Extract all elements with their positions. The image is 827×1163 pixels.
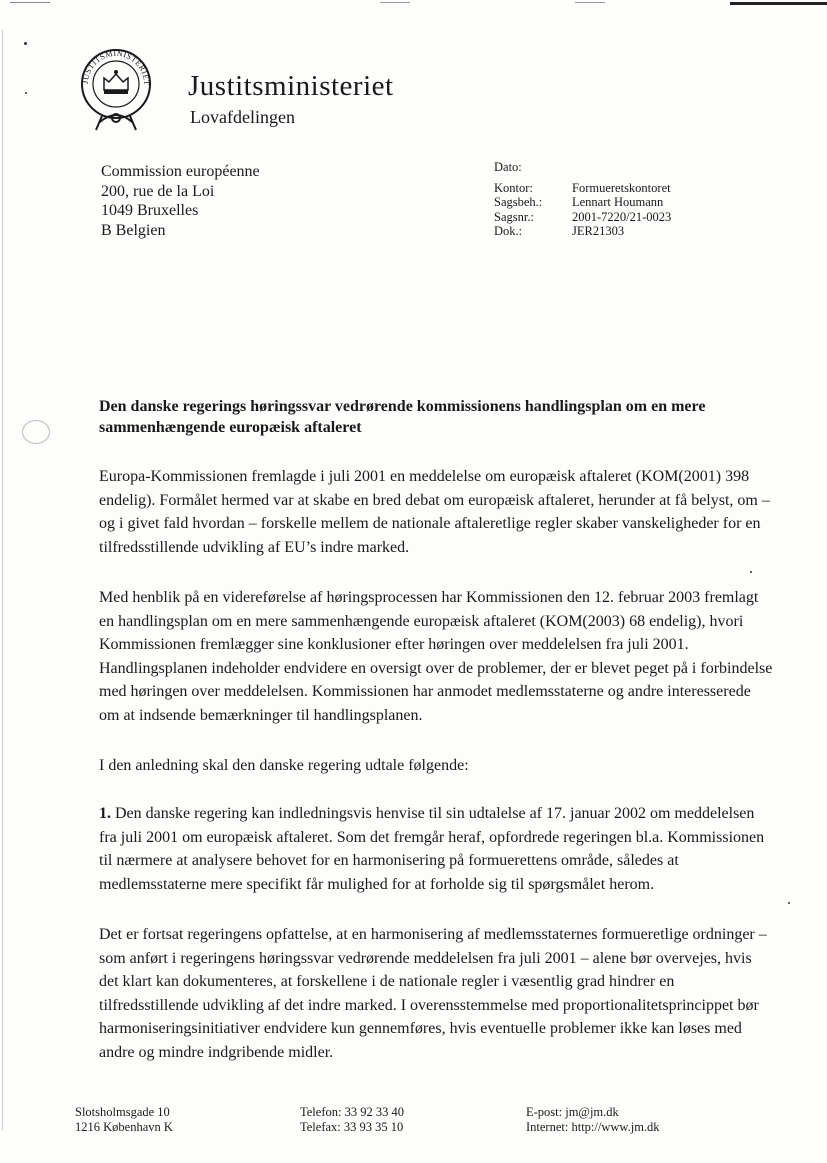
- meta-row-handler: [494, 195, 671, 210]
- body-paragraph: Med henblik på en videreførelse af høringsprocessen har Kommissionen den 12. februar 2003 fremlagt en handlingsplan om en mere sammenhængende europæisk aftaleret (KOM(2003) 68 endelig), hvori Kommissionen fremlægger sine konklusioner efter høringen over meddelelsen fra juli 2001. Handlingsplanen indeholder endvidere en oversigt over de problemer, der er blevet peget på i forbindelse med høringen over meddelelsen. Kommissionen har anmodet medlemsstaterne og andre interesserede om at indsende bemærkninger til handlingsplanen.: [99, 589, 773, 724]
- address-line: 200, rue de la Loi: [101, 182, 215, 200]
- footer-contact-block: [526, 1105, 660, 1135]
- body-paragraph: Det er fortsat regeringens opfattelse, at en harmonisering af medlemsstaternes formueretlige ordninger – som anført i regeringens høringssvar vedrørende meddelelsen fra juli 2001 – alene bør overvejes, hvis det klart kan dokumenteres, at forskellene i de nationale regler i væsentlig grad hindrer en tilfredsstillende udvikling af det indre marked. I overensstemmelse med proportionalitetsprincippet bør harmoniseringsinitiativer endvidere kun gennemføres, hvis eventuelle problemer ikke kan løses med andre og mindre indgribende midler.: [99, 926, 767, 1061]
- footer-phone-block: [300, 1105, 404, 1135]
- paragraph-number: 1.: [99, 805, 111, 822]
- meta-row-office: [494, 181, 671, 196]
- meta-label: Sagsbeh.:: [494, 195, 543, 209]
- footer-fax: Telefax: 33 93 35 10: [300, 1120, 404, 1134]
- meta-row-date: [494, 160, 671, 175]
- numbered-paragraph: [99, 802, 775, 896]
- ministry-seal-logo: [72, 46, 172, 138]
- meta-value: 2001-7220/21-0023: [572, 209, 672, 224]
- meta-value: Formueretskontoret: [572, 180, 671, 195]
- case-metadata: [494, 160, 671, 239]
- meta-label: Kontor:: [494, 180, 533, 195]
- footer-street: Slotsholmsgade 10: [75, 1105, 170, 1119]
- footer-email-link[interactable]: E-post: jm@jm.dk: [526, 1105, 619, 1119]
- scan-left-edge: [2, 30, 3, 1130]
- scan-speck: [788, 902, 790, 904]
- meta-label: Dok.:: [494, 224, 523, 238]
- margin-punch-mark: [22, 420, 50, 444]
- scan-speck: [24, 42, 27, 45]
- meta-label: Dato:: [494, 160, 522, 174]
- meta-value: JER21303: [572, 224, 625, 238]
- address-line: B Belgien: [101, 221, 166, 239]
- ministry-name: Justitsministeriet: [188, 70, 394, 102]
- footer-phone: Telefon: 33 92 33 40: [300, 1105, 404, 1119]
- scan-speck: [750, 571, 752, 573]
- paragraph-text: Den danske regering kan indledningsvis henvise til sin udtalelse af 17. januar 2002 om meddelelsen fra juli 2001 om europæisk aftaleret. Som det fremgår heraf, opfordrede regeringen bl.a. Kommissionen til nærmere at analysere behovet for en harmonisering på formuerettens område, således at medlemsstaterne mere specifikt får mulighed for at forholde sig til spørgsmålet herom.: [99, 805, 765, 893]
- recipient-address: [101, 162, 260, 240]
- footer-website-link[interactable]: Internet: http://www.jm.dk: [526, 1120, 660, 1134]
- meta-value: Lennart Houmann: [572, 195, 664, 209]
- body-paragraph: Europa-Kommissionen fremlagde i juli 2001 en meddelelse om europæisk aftaleret (KOM(2001) 398 endelig). Formålet hermed var at skabe en bred debat om europæisk aftaleret, herunder at få belyst, om – og i givet fald hvordan – forskelle mellem de nationale aftaleretlige regler skaber vanskeligheder for en tilfredsstillende udvikling af EU’s indre marked.: [99, 468, 770, 556]
- svg-text:JUSTITSMINISTERIET: JUSTITSMINISTERIET: [80, 48, 152, 86]
- footer-city: 1216 København K: [75, 1120, 173, 1134]
- meta-label: Sagsnr.:: [494, 209, 534, 224]
- meta-row-document: [494, 224, 671, 239]
- meta-row-case-number: [494, 210, 671, 225]
- scan-speck: [25, 92, 27, 94]
- body-paragraph: I den anledning skal den danske regering udtale følgende:: [99, 757, 469, 774]
- letter-subject: Den danske regerings høringssvar vedrørende kommissionens handlingsplan om en mere sammenhængende europæisk aftaleret: [99, 398, 706, 436]
- scan-edge-artifacts: [0, 0, 827, 8]
- department-name: Lovafdelingen: [190, 107, 295, 127]
- address-line: 1049 Bruxelles: [101, 202, 199, 219]
- address-line: Commission européenne: [101, 163, 260, 180]
- footer-address: [75, 1105, 173, 1135]
